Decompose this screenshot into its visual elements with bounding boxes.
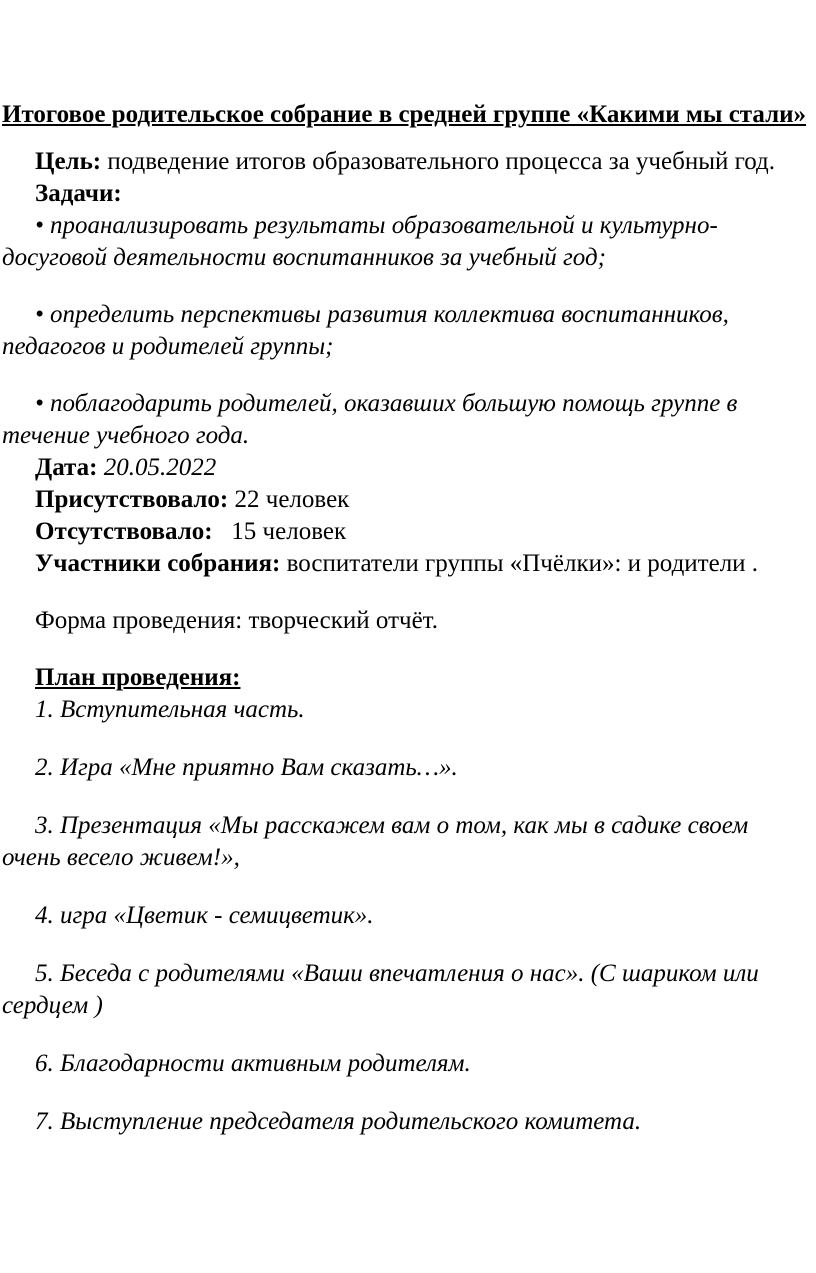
spacer xyxy=(2,726,812,752)
absent-line xyxy=(2,516,812,548)
task-item-3: • поблагодарить родителей, оказавших большую помощь группе в течение учебного года. xyxy=(2,390,738,449)
present-line xyxy=(2,484,812,516)
plan-item-7: 7. Выступление председателя родительского комитета. xyxy=(35,1108,642,1135)
participants-label: Участники собрания: xyxy=(35,550,281,577)
participants-line xyxy=(2,548,812,580)
plan-item-6: 6. Благодарности активным родителям. xyxy=(35,1050,471,1077)
spacer xyxy=(2,784,812,810)
absent-label: Отсутствовало: xyxy=(35,518,213,545)
spacer xyxy=(2,274,812,299)
plan-item-3: 3. Презентация «Мы расскажем вам о том, как мы в садике своем очень весело живем!», xyxy=(2,812,749,871)
plan-item-2: 2. Игра «Мне приятно Вам сказать…». xyxy=(35,754,458,781)
spacer xyxy=(2,874,812,900)
tasks-heading xyxy=(2,178,812,210)
spacer xyxy=(2,132,812,146)
absent-value: 15 человек xyxy=(212,518,347,545)
goal-paragraph xyxy=(2,146,812,178)
task-item-1: • проанализировать результаты образовательной и культурно-досуговой деятельности воспитанников за учебный год; xyxy=(2,212,718,271)
tasks-label: Задачи: xyxy=(35,180,122,207)
plan-item-5: 5. Беседа с родителями «Ваши впечатления о нас». (С шариком или сердцем ) xyxy=(2,960,759,1019)
plan-heading xyxy=(2,662,812,694)
plan-item-4: 4. игра «Цветик - семицветик». xyxy=(35,902,374,929)
spacer xyxy=(2,1080,812,1106)
document-title: Итоговое родительское собрание в средней группе «Какими мы стали» xyxy=(2,101,807,128)
participants-value: воспитатели группы «Пчёлки»: и родители . xyxy=(280,550,759,577)
plan-item-1: 1. Вступительная часть. xyxy=(35,696,305,723)
date-line xyxy=(2,452,812,484)
task-item-2: • определить перспективы развития коллектива воспитанников, педагогов и родителей группы; xyxy=(2,301,729,360)
present-value: 22 человек xyxy=(228,486,350,513)
spacer xyxy=(2,1022,812,1048)
present-label: Присутствовало: xyxy=(35,486,229,513)
spacer xyxy=(2,580,812,605)
date-label: Дата: xyxy=(35,454,98,481)
form-line: Форма проведения: творческий отчёт. xyxy=(35,607,438,634)
plan-label: План проведения: xyxy=(35,664,241,691)
document-page xyxy=(2,98,812,1138)
spacer xyxy=(2,637,812,662)
spacer xyxy=(2,932,812,958)
spacer xyxy=(2,363,812,388)
goal-text: подведение итогов образовательного процесса за учебный год. xyxy=(101,148,776,175)
goal-label: Цель: xyxy=(35,148,102,175)
date-value: 20.05.2022 xyxy=(97,454,217,481)
